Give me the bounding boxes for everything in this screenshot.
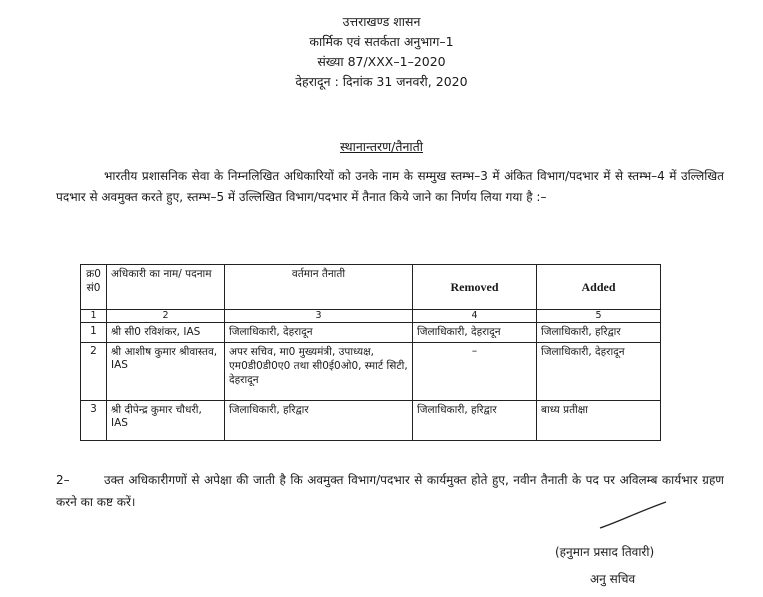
paragraph-2-number: 2–	[56, 473, 70, 487]
row-officer-name: श्री आशीष कुमार श्रीवास्तव, IAS	[107, 343, 225, 401]
signatory-name: (हनुमान प्रसाद तिवारी)	[555, 545, 655, 559]
row-current-posting: जिलाधिकारी, देहरादून	[225, 323, 413, 343]
row-removed: –	[413, 343, 537, 401]
column-number: 1	[81, 310, 107, 323]
header-officer-name: अधिकारी का नाम/ पदनाम	[107, 265, 225, 310]
table-header-row	[81, 265, 661, 310]
government-name: उत्तराखण्ड शासन	[342, 14, 421, 29]
letter-header	[0, 12, 763, 92]
signature-mark	[598, 500, 668, 530]
row-serial: 1	[81, 323, 107, 343]
paragraph-1	[56, 166, 724, 208]
row-officer-name: श्री सी0 रविशंकर, IAS	[107, 323, 225, 343]
row-added: जिलाधिकारी, देहरादून	[537, 343, 661, 401]
table-row	[81, 323, 661, 343]
row-current-posting: जिलाधिकारी, हरिद्वार	[225, 401, 413, 441]
header-removed: Removed	[413, 265, 537, 310]
table-row	[81, 401, 661, 441]
row-serial: 3	[81, 401, 107, 441]
department-name: कार्मिक एवं सतर्कता अनुभाग–1	[309, 34, 454, 49]
column-number: 3	[225, 310, 413, 323]
column-number-row	[81, 310, 661, 323]
column-number: 4	[413, 310, 537, 323]
row-added: बाध्य प्रतीक्षा	[537, 401, 661, 441]
row-serial: 2	[81, 343, 107, 401]
row-current-posting: अपर सचिव, मा0 मुख्यमंत्री, उपाध्यक्ष, एम0डी0डी0ए0 तथा सी0ई0ओ0, स्मार्ट सिटी, देहरादून	[225, 343, 413, 401]
row-removed: जिलाधिकारी, हरिद्वार	[413, 401, 537, 441]
transfer-table	[80, 264, 661, 441]
order-number: संख्या 87/XXX–1–2020	[317, 54, 446, 69]
row-added: जिलाधिकारी, हरिद्वार	[537, 323, 661, 343]
header-serial: क्र0 सं0	[81, 265, 107, 310]
row-removed: जिलाधिकारी, देहरादून	[413, 323, 537, 343]
order-date: देहरादून : दिनांक 31 जनवरी, 2020	[295, 74, 468, 89]
header-current-posting: वर्तमान तैनाती	[225, 265, 413, 310]
header-added: Added	[537, 265, 661, 310]
signatory-designation: अनु सचिव	[590, 572, 636, 586]
paragraph-2-text: उक्त अधिकारीगणों से अपेक्षा की जाती है कि अवमुक्त विभाग/पदभार से कार्यमुक्त होते हुए, नवीन तैनाती के पद पर अविलम्ब कार्यभार ग्रहण करने का कष्ट करें।	[56, 473, 724, 509]
column-number: 5	[537, 310, 661, 323]
subject-text: स्थानान्तरण/तैनाती	[339, 139, 423, 154]
subject-line	[0, 138, 763, 155]
row-officer-name: श्री दीपेन्द्र कुमार चौधरी, IAS	[107, 401, 225, 441]
table-row	[81, 343, 661, 401]
column-number: 2	[107, 310, 225, 323]
paragraph-1-text: भारतीय प्रशासनिक सेवा के निम्नलिखित अधिकारियों को उनके नाम के सम्मुख स्तम्भ–3 में अंकित विभाग/पदभार में से स्तम्भ–4 में उल्लिखित पदभार से अवमुक्त करते हुए, स्तम्भ–5 में उल्लिखित विभाग/पदभार में तैनात किये जाने का निर्णय लिया गया है :–	[56, 169, 724, 204]
